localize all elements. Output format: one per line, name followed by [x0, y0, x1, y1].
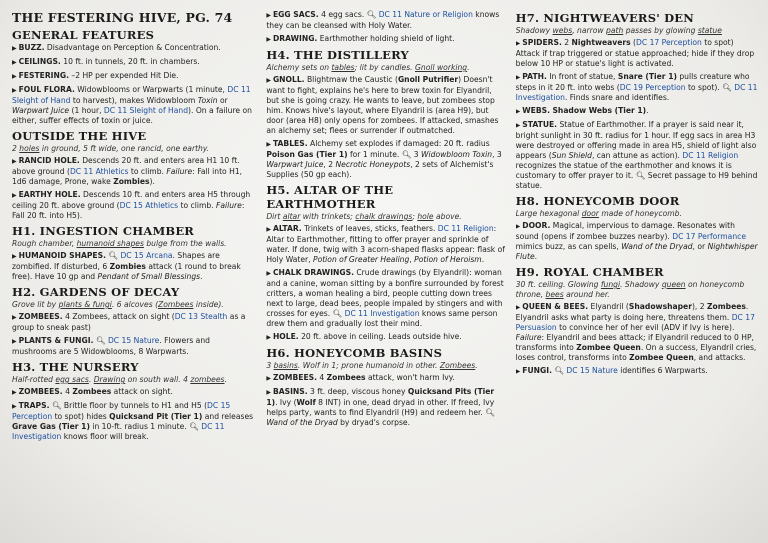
- section-heading-h1-ingestion-chamber: H1. INGESTION CHAMBER: [12, 224, 195, 238]
- columns: [12, 10, 760, 539]
- bullet-arrow-icon: ▶︎: [266, 141, 271, 148]
- column-1: [12, 10, 256, 539]
- document-title: THE FESTERING HIVE, PG. 74: [12, 10, 233, 25]
- feature-entry: ▶︎ BASINS. 3 ft. deep, viscous honey Quicksand Pits (Tier 1). Ivy (Wolf 8 INT) in one, dead dryad in other. If freed, Ivy helps party, wants to find Elyandril (H9) and redeem her. 🔍︎ Wand of the Dryad by dryad's corpse.: [266, 387, 495, 427]
- feature-entry: ▶︎ TABLES. Alchemy set explodes if damaged: 20 ft. radius Poison Gas (Tier 1) for 1 minute. 🔍︎ 3 Widowbloom Toxin, 3 Warpwart Juice, 2 Necrotic Honeypots, 2 sets of Alchemist's Supplies (50 gp each).: [266, 139, 502, 179]
- skill-check-label: DC 17 Perception: [636, 38, 702, 47]
- feature-entry: ▶︎ ZOMBEES. 4 Zombees attack on sight.: [12, 387, 173, 396]
- feature-entry: ▶︎ GNOLL. Blightmaw the Caustic (Gnoll Putrifier) Doesn't want to fight, explains he's here to brew toxin for Elyandril, but she is going crazy. He wants to leave, but zombees stop him. Knows hive's layout, where Elyandril is (area H9), but door (area H8) only opens for zombees. If attacked, smashes an alchemy set; flees or surrender if outmatched.: [266, 75, 499, 135]
- section-intro: Alchemy sets on tables; lit by candles. Gnoll working.: [266, 63, 470, 72]
- bullet-arrow-icon: ▶︎: [266, 389, 271, 396]
- skill-check-label: DC 11 Investigation: [344, 309, 420, 318]
- column-2: [266, 10, 505, 539]
- bullet-arrow-icon: ▶︎: [12, 45, 17, 52]
- feature-entry: ▶︎ WEBS. Shadow Webs (Tier 1).: [515, 106, 649, 115]
- section-intro: 3 basins. Wolf in 1; prone humanoid in other. Zombees.: [266, 361, 478, 370]
- section-intro: Dirt altar with trinkets; chalk drawings; hole above.: [266, 212, 462, 221]
- bullet-arrow-icon: ▶︎: [12, 338, 17, 345]
- feature-entry: ▶︎ PATH. In front of statue, Snare (Tier 1) pulls creature who steps in it 20 ft. into webs (DC 19 Perception to spot). 🔍︎ DC 11 Investigation. Finds snare and identifies.: [515, 72, 758, 102]
- section-heading-outside-the-hive: OUTSIDE THE HIVE: [12, 129, 147, 143]
- feature-entry: ▶︎ EGG SACS. 4 egg sacs. 🔍︎ DC 11 Nature or Religion knows they can be cleansed with Holy Water.: [266, 10, 500, 30]
- bullet-arrow-icon: ▶︎: [266, 36, 271, 43]
- feature-entry: ▶︎ ZOMBEES. 4 Zombees attack, won't harm Ivy.: [266, 373, 455, 382]
- section-intro: 2 holes in ground, 5 ft wide, one rancid, one earthy.: [12, 144, 210, 153]
- feature-entry: ▶︎ FUNGI. 🔍︎ DC 15 Nature identifies 6 Warpwarts.: [515, 366, 708, 375]
- skill-check-label: DC 15 Arcana: [120, 251, 173, 260]
- feature-entry: ▶︎ EARTHY HOLE. Descends 10 ft. and enters area H5 through ceiling 20 ft. above ground (DC 15 Athletics to climb. Failure: Fall 20 ft. into H5).: [12, 190, 251, 220]
- bullet-arrow-icon: ▶︎: [12, 253, 17, 260]
- skill-check-label: DC 19 Perception: [619, 83, 686, 92]
- bullet-arrow-icon: ▶︎: [12, 403, 17, 410]
- feature-entry: ▶︎ PLANTS & FUNGI. 🔍︎ DC 15 Nature. Flowers and mushrooms are 5 Widowblooms, 8 Warpwarts.: [12, 336, 210, 356]
- bullet-arrow-icon: ▶︎: [266, 77, 271, 84]
- bullet-arrow-icon: ▶︎: [12, 314, 17, 321]
- skill-check-label: DC 13 Stealth: [174, 312, 228, 321]
- bullet-arrow-icon: ▶︎: [266, 375, 271, 382]
- section-heading-h8-honeycomb-door: H8. HONEYCOMB DOOR: [515, 194, 680, 208]
- feature-entry: ▶︎ STATUE. Statue of Earthmother. If a prayer is said near it, bright sunlight in 30 ft. radius for 1 hour. If egg sacs in area H3 were destroyed or offering made in area H5, shield of light also appears (Sun Shield, can attune as action). DC 11 Religion recognizes the statue of the earthmother and knows it is customary to offer prayer to it. 🔍︎ Secret passage to H9 behind statue.: [515, 120, 758, 190]
- feature-entry: ▶︎ BUZZ. Disadvantage on Perception & Concentration.: [12, 43, 221, 52]
- bullet-arrow-icon: ▶︎: [266, 12, 271, 19]
- feature-entry: ▶︎ CEILINGS. 10 ft. in tunnels, 20 ft. in chambers.: [12, 57, 200, 66]
- feature-entry: ▶︎ TRAPS. 🔍︎ Brittle floor by tunnels to H1 and H5 (DC 15 Perception to spot) hides Quicksand Pit (Tier 1) and releases Grave Gas (Tier 1) in 10-ft. radius 1 minute. 🔍︎ DC 11 Investigation knows floor will break.: [12, 401, 254, 441]
- section-heading-h2-gardens-of-decay: H2. GARDENS OF DECAY: [12, 285, 180, 299]
- bullet-arrow-icon: ▶︎: [515, 304, 521, 311]
- skill-check-label: DC 11 Sleight of Hand: [12, 85, 251, 105]
- bullet-arrow-icon: ▶︎: [12, 73, 17, 80]
- bullet-arrow-icon: ▶︎: [12, 158, 17, 165]
- section-heading-h9-royal-chamber: H9. ROYAL CHAMBER: [515, 265, 664, 279]
- bullet-arrow-icon: ▶︎: [266, 270, 271, 277]
- section-heading-h4-the-distillery: H4. THE DISTILLERY: [266, 48, 409, 62]
- section-heading-h6-honeycomb-basins: H6. HONEYCOMB BASINS: [266, 346, 443, 360]
- feature-entry: ▶︎ FESTERING. –2 HP per expended Hit Die.: [12, 71, 179, 80]
- skill-check-label: DC 11 Nature or Religion: [378, 10, 473, 19]
- section-intro: Rough chamber, humanoid shapes bulge from the walls.: [12, 239, 227, 248]
- section-intro: Shadowy webs, narrow path passes by glowing statue: [515, 26, 722, 35]
- bullet-arrow-icon: ▶︎: [12, 192, 17, 199]
- section-heading-h3-the-nursery: H3. THE NURSERY: [12, 360, 139, 374]
- feature-entry: ▶︎ QUEEN & BEES. Elyandril (Shadowshaper), 2 Zombees. Elyandril asks what party is doing here, threatens them. DC 17 Persuasion to convince her of her evil (ADV if Ivy is here). Failure: Elyandril and bees attack; if Elyandril reduced to 0 HP, transforms into Zombee Queen. On a success, Elyandril cries, loses control, transforms into Zombee Queen, and attacks.: [515, 302, 757, 362]
- skill-check-label: DC 15 Perception: [12, 401, 231, 421]
- skill-check-label: DC 11 Religion: [437, 224, 494, 233]
- bullet-arrow-icon: ▶︎: [12, 389, 17, 396]
- skill-check-label: DC 15 Nature: [107, 336, 160, 345]
- feature-entry: ▶︎ FOUL FLORA. Widowblooms or Warpwarts (1 minute, DC 11 Sleight of Hand to harvest), makes Widowbloom Toxin or Warpwart Juice (1 hour, DC 11 Sleight of Hand). On a failure on either, suffer effects of toxin or juice.: [12, 85, 252, 125]
- skill-check-label: DC 11 Sleight of Hand: [103, 106, 189, 115]
- section-heading-h5-altar-of-the-earthmother: H5. ALTAR OF THE EARTHMOTHER: [266, 183, 394, 211]
- feature-entry: ▶︎ HOLE. 20 ft. above in ceiling. Leads outside hive.: [266, 332, 462, 341]
- bullet-arrow-icon: ▶︎: [266, 334, 271, 341]
- section-heading-general-features: GENERAL FEATURES: [12, 28, 155, 42]
- bullet-arrow-icon: ▶︎: [515, 40, 521, 47]
- skill-check-label: DC 11 Religion: [682, 151, 739, 160]
- feature-entry: ▶︎ SPIDERS. 2 Nightweavers (DC 17 Perception to spot) Attack if trap triggered or statue approached; hide if they drop below 10 HP or statue's light is activated.: [515, 38, 755, 68]
- bullet-arrow-icon: ▶︎: [266, 226, 271, 233]
- skill-check-label: DC 17 Persuasion: [515, 313, 755, 332]
- skill-check-label: DC 15 Athletics: [119, 201, 179, 210]
- skill-check-label: DC 15 Nature: [566, 366, 618, 375]
- section-heading-h7-nightweavers-den: H7. NIGHTWEAVERS' DEN: [515, 11, 694, 25]
- bullet-arrow-icon: ▶︎: [515, 122, 521, 129]
- feature-entry: ▶︎ DRAWING. Earthmother holding shield of light.: [266, 34, 455, 43]
- feature-entry: ▶︎ DOOR. Magical, impervious to damage. Resonates with sound (opens if zombee buzzes nearby). DC 17 Performance mimics buzz, as can spells, Wand of the Dryad, or Nightwhisper Flute.: [515, 221, 758, 261]
- skill-check-label: DC 11 Athletics: [69, 167, 129, 176]
- section-intro: Half-rotted egg sacs. Drawing on south wall. 4 zombees.: [12, 375, 227, 384]
- feature-entry: ▶︎ HUMANOID SHAPES. 🔍︎ DC 15 Arcana. Shapes are zombified. If disturbed, 6 Zombies attack (1 round to break free). Have 10 gp and Pendant of Small Blessings.: [12, 251, 241, 281]
- feature-entry: ▶︎ RANCID HOLE. Descends 20 ft. and enters area H1 10 ft. above ground (DC 11 Athletics to climb. Failure: Fall into H1, 1d6 damage, Prone, wake Zombies).: [12, 156, 243, 186]
- skill-check-label: DC 11 Investigation: [515, 83, 758, 102]
- bullet-arrow-icon: ▶︎: [12, 59, 17, 66]
- skill-check-label: DC 17 Performance: [672, 232, 746, 241]
- section-intro: 30 ft. ceiling. Glowing fungi. Shadowy queen on honeycomb throne, bees around her.: [515, 280, 745, 299]
- bullet-arrow-icon: ▶︎: [12, 87, 17, 94]
- bullet-arrow-icon: ▶︎: [515, 368, 521, 375]
- feature-entry: ▶︎ ZOMBEES. 4 Zombees, attack on sight (DC 13 Stealth as a group to sneak past): [12, 312, 246, 332]
- skill-check-label: DC 11 Investigation: [12, 422, 225, 441]
- section-intro: Grove lit by plants & fungi. 6 alcoves (Zombees inside).: [12, 300, 224, 309]
- section-intro: Large hexagonal door made of honeycomb.: [515, 209, 682, 218]
- bullet-arrow-icon: ▶︎: [515, 108, 521, 115]
- feature-entry: ▶︎ CHALK DRAWINGS. Crude drawings (by Elyandril): woman and a canine, woman sitting by a bonfire surrounded by forest critters, a woman healing a bird, people cutting down trees next to large, dead bees, people impaled by stingers and with crosses for eyes. 🔍︎ DC 11 Investigation knows same person drew them and gradually lost their mind.: [266, 268, 504, 328]
- bullet-arrow-icon: ▶︎: [515, 223, 521, 230]
- bullet-arrow-icon: ▶︎: [515, 74, 521, 81]
- column-3: [516, 10, 760, 539]
- feature-entry: ▶︎ ALTAR. Trinkets of leaves, sticks, feathers. DC 11 Religion: Altar to Earthmother, fitting to offer prayer and sprinkle of water. If done, twig with 3 acorn-shaped flasks appear: flask of Holy Water, Potion of Greater Healing, Potion of Heroism.: [266, 224, 505, 264]
